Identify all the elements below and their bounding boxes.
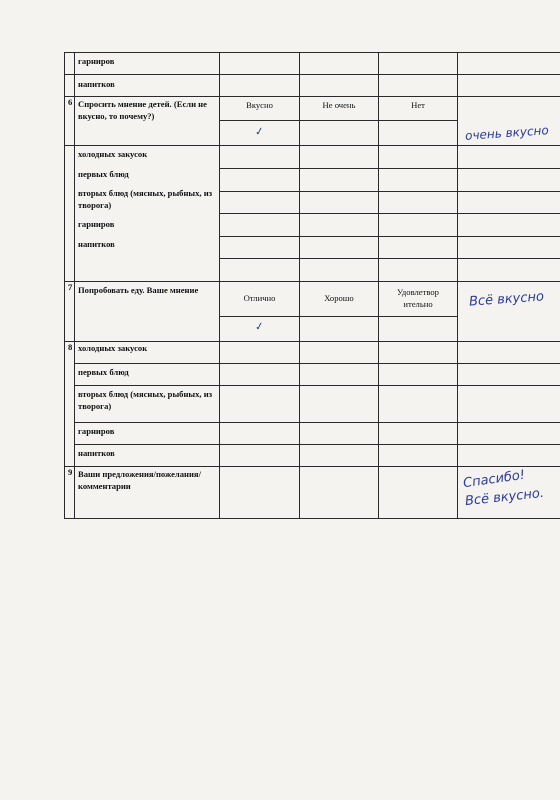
question-text	[75, 97, 220, 146]
item-label	[75, 445, 220, 467]
option-cell	[379, 97, 458, 121]
option-label: Отлично	[243, 293, 276, 304]
item-label	[75, 364, 220, 386]
row-number	[65, 53, 75, 75]
item-text: вторых блюд (мясных, рыбных, из творога)	[78, 188, 213, 210]
answer-cell	[458, 342, 560, 364]
item-label	[75, 423, 220, 445]
table-row	[65, 146, 560, 169]
answer-cell	[458, 53, 560, 75]
item-text: холодных закусок	[78, 343, 148, 353]
item-text: холодных закусок	[78, 149, 148, 159]
item-list	[75, 146, 220, 282]
item-text: вторых блюд (мясных, рыбных, из творога)	[78, 389, 213, 411]
option-label: Не очень	[322, 100, 356, 110]
answer-cell	[220, 386, 300, 423]
table-row	[65, 386, 560, 423]
handwritten-cell	[458, 97, 560, 146]
handwritten-note: Всё вкусно	[468, 289, 545, 310]
item-label	[75, 75, 220, 97]
table-row	[65, 445, 560, 467]
answer-cell	[220, 237, 300, 259]
answer-cell	[220, 259, 300, 282]
checkmark-icon: ✓	[253, 319, 266, 334]
option-label: Нет	[411, 100, 425, 110]
table-row	[65, 342, 560, 364]
item-text: гарниров	[78, 219, 115, 230]
answer-cell	[379, 467, 458, 519]
answer-cell	[220, 423, 300, 445]
row-number	[65, 75, 75, 97]
answer-cell	[379, 364, 458, 386]
checkbox-cell	[220, 121, 300, 146]
item-text: первых блюд	[78, 168, 129, 179]
answer-cell	[300, 75, 379, 97]
answer-cell	[458, 146, 560, 169]
answer-cell	[300, 317, 379, 342]
answer-cell	[379, 75, 458, 97]
answer-cell	[379, 386, 458, 423]
answer-cell	[300, 445, 379, 467]
answer-cell	[379, 342, 458, 364]
question-text	[75, 467, 220, 519]
handwritten-note: Всё вкусно.	[464, 485, 545, 509]
table-row	[65, 364, 560, 386]
handwritten-cell	[458, 282, 560, 342]
answer-cell	[220, 364, 300, 386]
answer-cell	[379, 169, 458, 192]
table-row	[65, 282, 560, 317]
option-cell	[220, 97, 300, 121]
answer-cell	[220, 342, 300, 364]
option-label: Хорошо	[324, 293, 354, 304]
answer-cell	[300, 146, 379, 169]
item-text: первых блюд	[78, 367, 129, 377]
answer-cell	[220, 53, 300, 75]
checkmark-icon: ✓	[253, 124, 266, 139]
answer-cell	[300, 237, 379, 259]
row-number: 9	[65, 467, 75, 519]
answer-cell	[300, 386, 379, 423]
answer-cell	[300, 342, 379, 364]
checkbox-cell	[220, 317, 300, 342]
question-label: Ваши предложения/пожелания/ комментарии	[78, 469, 201, 491]
item-label	[75, 53, 220, 75]
answer-cell	[458, 237, 560, 259]
answer-cell	[458, 214, 560, 237]
table-row	[65, 423, 560, 445]
answer-cell	[379, 192, 458, 214]
answer-cell	[220, 445, 300, 467]
item-text: напитков	[78, 238, 115, 249]
item-text: напитков	[78, 448, 115, 458]
handwritten-cell	[458, 467, 560, 519]
answer-cell	[458, 75, 560, 97]
answer-cell	[220, 146, 300, 169]
option-label: Удовлетвор ительно	[397, 287, 439, 309]
table-row	[65, 75, 560, 97]
answer-cell	[220, 467, 300, 519]
option-cell	[379, 282, 458, 317]
answer-cell	[458, 259, 560, 282]
answer-cell	[220, 169, 300, 192]
answer-cell	[379, 445, 458, 467]
handwritten-note: очень вкусно	[464, 123, 550, 143]
answer-cell	[379, 259, 458, 282]
row-number: 8	[65, 342, 75, 467]
answer-cell	[379, 121, 458, 146]
answer-cell	[458, 423, 560, 445]
answer-cell	[300, 121, 379, 146]
table-row	[65, 53, 560, 75]
answer-cell	[220, 214, 300, 237]
table-row	[65, 467, 560, 519]
item-text: гарниров	[78, 426, 115, 436]
answer-cell	[300, 467, 379, 519]
option-cell	[300, 97, 379, 121]
answer-cell	[379, 423, 458, 445]
answer-cell	[379, 146, 458, 169]
option-cell	[220, 282, 300, 317]
answer-cell	[300, 169, 379, 192]
answer-cell	[300, 214, 379, 237]
row-number: 6	[65, 97, 75, 146]
option-label: Вкусно	[246, 100, 273, 110]
answer-cell	[458, 169, 560, 192]
answer-cell	[458, 386, 560, 423]
answer-cell	[458, 192, 560, 214]
item-label	[75, 386, 220, 423]
answer-cell	[300, 423, 379, 445]
answer-cell	[379, 317, 458, 342]
survey-table	[64, 52, 560, 519]
answer-cell	[220, 75, 300, 97]
question-label: Попробовать еду. Ваше мнение	[78, 285, 199, 295]
question-text	[75, 282, 220, 342]
table-row	[65, 97, 560, 121]
item-text: напитков	[78, 79, 115, 89]
answer-cell	[300, 192, 379, 214]
question-label: Спросить мнение детей. (Если не вкусно, то почему?)	[78, 99, 207, 121]
row-number	[65, 146, 75, 282]
answer-cell	[379, 237, 458, 259]
answer-cell	[458, 445, 560, 467]
item-label	[75, 342, 220, 364]
answer-cell	[379, 53, 458, 75]
row-number: 7	[65, 282, 75, 342]
answer-cell	[458, 364, 560, 386]
answer-cell	[220, 192, 300, 214]
answer-cell	[300, 364, 379, 386]
answer-cell	[300, 53, 379, 75]
handwritten-note: Спасибо!	[462, 467, 527, 492]
option-cell	[300, 282, 379, 317]
answer-cell	[300, 259, 379, 282]
answer-cell	[379, 214, 458, 237]
item-text: гарниров	[78, 56, 115, 66]
